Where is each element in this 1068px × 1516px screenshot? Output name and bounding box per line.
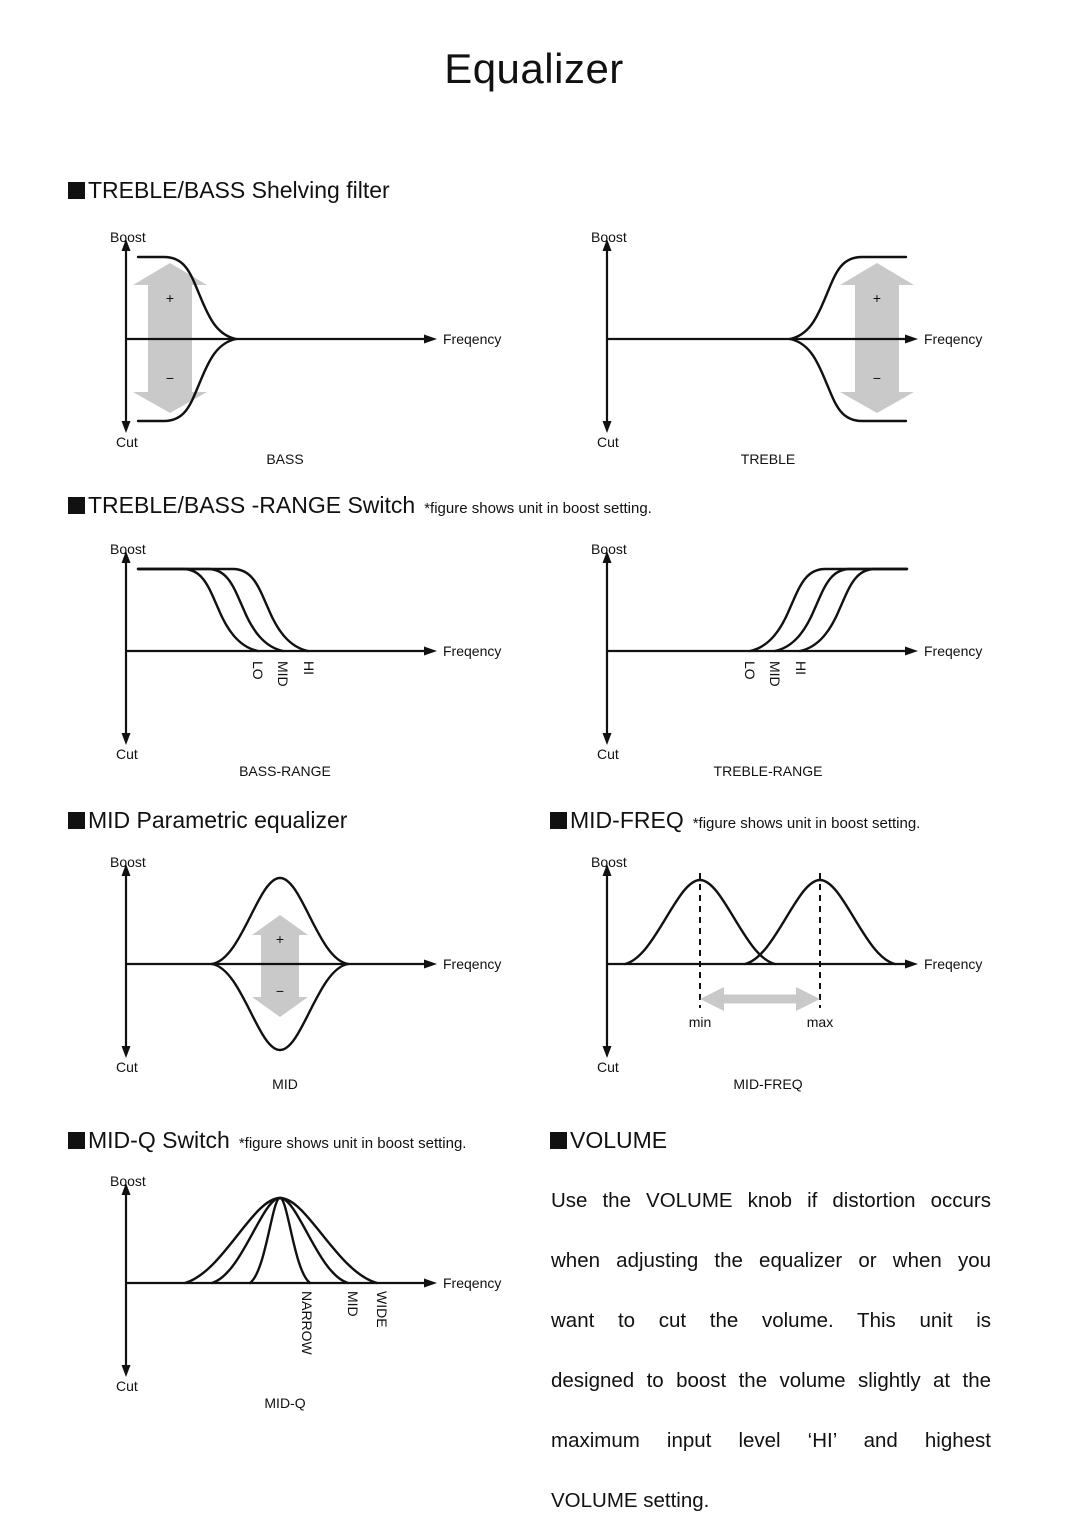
diagram-mid-freq [581,853,1001,1101]
volume-body [551,1186,991,1516]
diagram-mid-q [100,1172,520,1420]
volume-body-line: maximum input level ‘HI’ and highest [551,1429,991,1452]
range-curve-mid [138,569,283,651]
frequency-label: Freqency [924,956,983,972]
diagram-caption: BASS-RANGE [239,763,331,779]
boost-label: Boost [110,854,146,870]
y-axis-down-arrowhead [603,421,612,433]
page-title: Equalizer [444,45,624,92]
diagram-bass-range [100,540,520,788]
plus-label: + [275,931,285,947]
section-shelving-title: TREBLE/BASS Shelving filter [88,177,390,203]
frequency-label: Freqency [443,331,502,347]
frequency-label: Freqency [924,643,983,659]
y-axis-down-arrowhead [122,421,131,433]
section-mid-q-note: *figure shows unit in boost setting. [238,1135,467,1152]
section-bullet-icon [68,812,85,829]
volume-body-line: when adjusting the equalizer or when you [551,1249,991,1272]
diagram-mid [100,853,520,1101]
x-axis-arrowhead [905,960,918,969]
y-axis-down-arrowhead [603,733,612,745]
x-axis-arrowhead [905,647,918,656]
section-range-note: *figure shows unit in boost setting. [424,500,652,517]
minus-label: − [275,983,285,999]
range-label-hi: HI [301,661,317,675]
range-label-lo: LO [250,661,266,680]
section-mid-parametric-title: MID Parametric equalizer [88,807,348,833]
range-curve-mid [775,569,907,651]
cut-label: Cut [597,746,619,762]
range-label-mid: MID [275,661,291,687]
section-bullet-icon [68,1132,85,1149]
y-axis-down-arrowhead [122,1046,131,1058]
q-label-narrow: NARROW [299,1291,315,1355]
section-volume-header [550,1126,667,1154]
section-volume-title: VOLUME [570,1127,668,1153]
x-axis-arrowhead [424,335,437,344]
section-range-title: TREBLE/BASS -RANGE Switch [88,492,416,518]
plus-label: + [872,290,882,306]
cut-label: Cut [116,746,138,762]
volume-body-line: want to cut the volume. This unit is [551,1309,991,1332]
x-axis-arrowhead [424,960,437,969]
cut-label: Cut [116,1059,138,1075]
y-axis-down-arrowhead [122,733,131,745]
y-axis-down-arrowhead [603,1046,612,1058]
range-curve-hi [138,569,308,651]
boost-label: Boost [591,229,627,245]
diagram-bass [100,228,520,476]
diagram-treble [581,228,1001,476]
boost-label: Boost [591,854,627,870]
volume-body-line: VOLUME setting. [551,1489,710,1512]
section-shelving-header [68,176,390,204]
cut-label: Cut [116,1378,138,1394]
x-axis-arrowhead [905,335,918,344]
plus-label: + [165,290,175,306]
diagram-caption: TREBLE-RANGE [713,763,823,779]
volume-body-line: designed to boost the volume slightly at the [551,1369,991,1392]
x-axis-arrowhead [424,1279,437,1288]
section-mid-freq-note: *figure shows unit in boost setting. [692,815,921,832]
section-mid-q-title: MID-Q Switch [88,1127,230,1153]
q-label-wide: WIDE [374,1291,390,1328]
diagram-caption: MID [272,1076,298,1092]
q-label-mid: MID [345,1291,361,1317]
boost-label: Boost [110,229,146,245]
section-mid-parametric-header [68,806,347,834]
freq-sweep-arrow [700,987,820,1011]
range-label-lo: LO [742,661,758,680]
section-bullet-icon [550,1132,567,1149]
boost-label: Boost [110,1173,146,1189]
diagram-caption: BASS [266,451,304,467]
range-label-hi: HI [793,661,809,675]
cut-label: Cut [597,1059,619,1075]
range-label-mid: MID [767,661,783,687]
diagram-caption: TREBLE [740,451,796,467]
frequency-label: Freqency [443,643,502,659]
q-curve-wide [185,1198,377,1283]
diagram-caption: MID-FREQ [733,1076,803,1092]
cut-label: Cut [116,434,138,450]
range-curve-hi [800,569,907,651]
range-curve-lo [138,569,258,651]
frequency-label: Freqency [443,1275,502,1291]
frequency-label: Freqency [924,331,983,347]
x-axis-arrowhead [424,647,437,656]
section-range-header [68,491,652,523]
diagram-treble-range [581,540,1001,788]
section-bullet-icon [68,182,85,199]
minus-label: − [872,370,882,386]
boost-label: Boost [591,541,627,557]
minus-label: − [165,370,175,386]
cut-label: Cut [597,434,619,450]
max-label: max [806,1014,834,1030]
section-mid-freq-title: MID-FREQ [570,807,684,833]
section-mid-freq-header [550,806,920,838]
min-label: min [688,1014,712,1030]
frequency-label: Freqency [443,956,502,972]
boost-label: Boost [110,541,146,557]
volume-body-line: Use the VOLUME knob if distortion occurs [551,1189,991,1212]
diagram-caption: MID-Q [264,1395,306,1411]
section-bullet-icon [68,497,85,514]
section-bullet-icon [550,812,567,829]
y-axis-down-arrowhead [122,1365,131,1377]
section-mid-q-header [68,1126,466,1158]
